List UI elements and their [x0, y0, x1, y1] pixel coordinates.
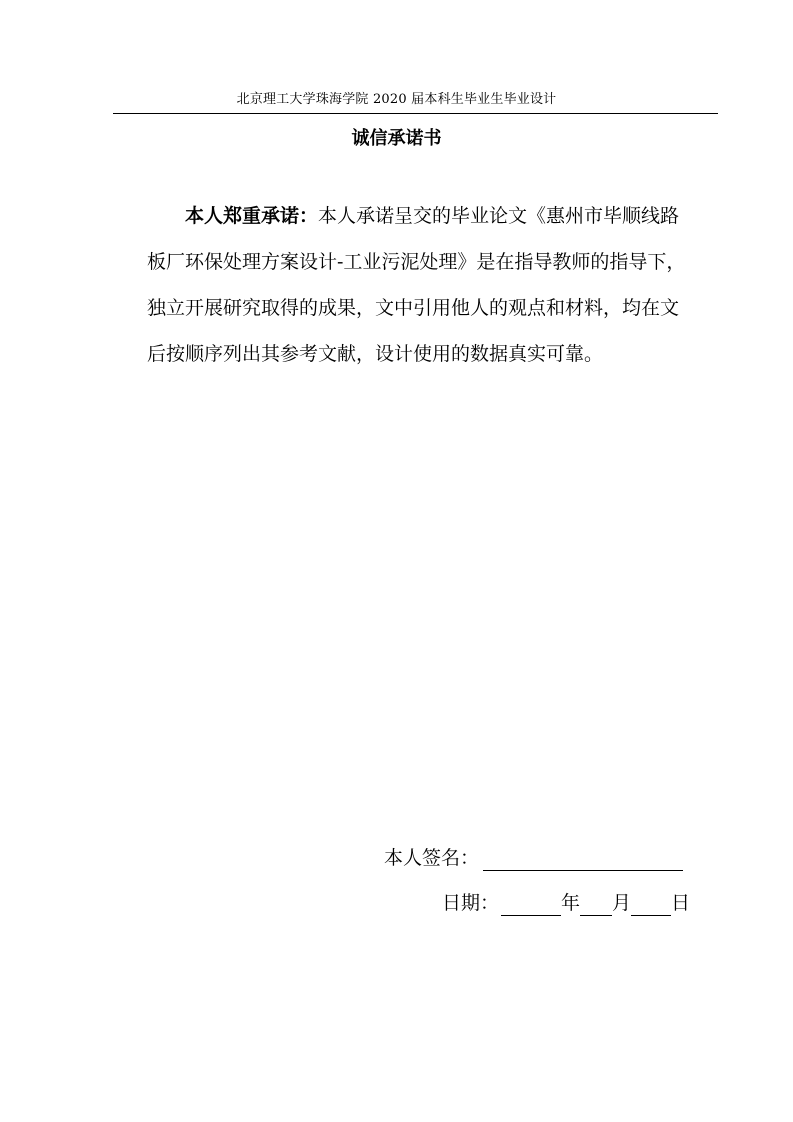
- statement-body: 本人承诺呈交的毕业论文《惠州市毕顺线路板厂环保处理方案设计-工业污泥处理》是在指导教师的指导下，独立开展研究取得的成果，文中引用他人的观点和材料，均在文后按顺序列出其参考文献，设计使用的数据真实可靠。: [147, 205, 686, 365]
- date-label: 日期：: [442, 892, 500, 914]
- day-field[interactable]: [631, 893, 671, 916]
- header-divider: [113, 113, 718, 114]
- year-unit: 年: [561, 892, 581, 914]
- statement-lead: 本人郑重承诺：: [185, 205, 319, 227]
- signature-field[interactable]: [483, 848, 683, 871]
- month-unit: 月: [612, 892, 632, 914]
- signature-label: 本人签名：: [384, 847, 480, 869]
- integrity-statement: [147, 193, 695, 377]
- page-header: 北京理工大学珠海学院 2020 届本科生毕业生毕业设计: [236, 92, 557, 107]
- day-unit: 日: [671, 892, 691, 914]
- month-field[interactable]: [580, 893, 612, 916]
- document-title: 诚信承诺书: [351, 128, 442, 149]
- signature-row: [384, 845, 683, 871]
- date-row: [442, 890, 690, 916]
- year-field[interactable]: [501, 893, 561, 916]
